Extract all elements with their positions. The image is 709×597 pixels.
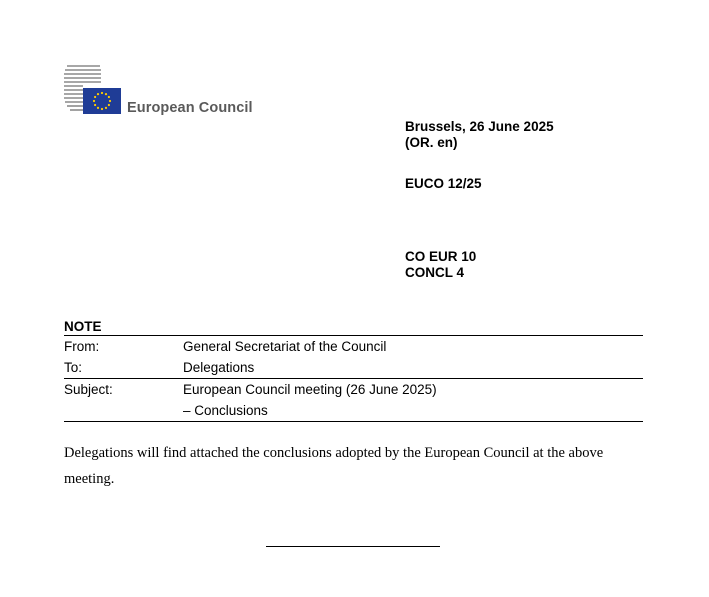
- place-and-date: Brussels, 26 June 2025: [405, 119, 554, 134]
- note-row-from: [64, 336, 643, 357]
- note-table: [64, 318, 643, 422]
- note-value: General Secretariat of the Council: [183, 339, 387, 354]
- note-row-subject-continued: [64, 400, 643, 422]
- european-council-logo: [64, 64, 264, 116]
- note-title: NOTE: [64, 318, 643, 336]
- document-reference: EUCO 12/25: [405, 176, 482, 191]
- eu-flag-icon: [83, 88, 121, 114]
- note-label: Subject:: [64, 382, 113, 397]
- original-language: (OR. en): [405, 135, 458, 150]
- end-separator-line: [266, 546, 440, 547]
- document-code: CO EUR 10: [405, 249, 477, 264]
- body-paragraph: Delegations will find attached the conclusions adopted by the European Council at the above meeting.: [64, 445, 604, 487]
- note-label: From:: [64, 339, 100, 354]
- organization-name: European Council: [127, 100, 253, 116]
- note-label: [64, 400, 183, 421]
- note-value: Delegations: [183, 360, 255, 375]
- note-row-subject: [64, 379, 643, 400]
- note-value: European Council meeting (26 June 2025): [183, 382, 437, 397]
- note-value: – Conclusions: [183, 403, 268, 418]
- document-code: CONCL 4: [405, 265, 465, 280]
- note-label: To:: [64, 360, 83, 375]
- note-row-to: [64, 357, 643, 379]
